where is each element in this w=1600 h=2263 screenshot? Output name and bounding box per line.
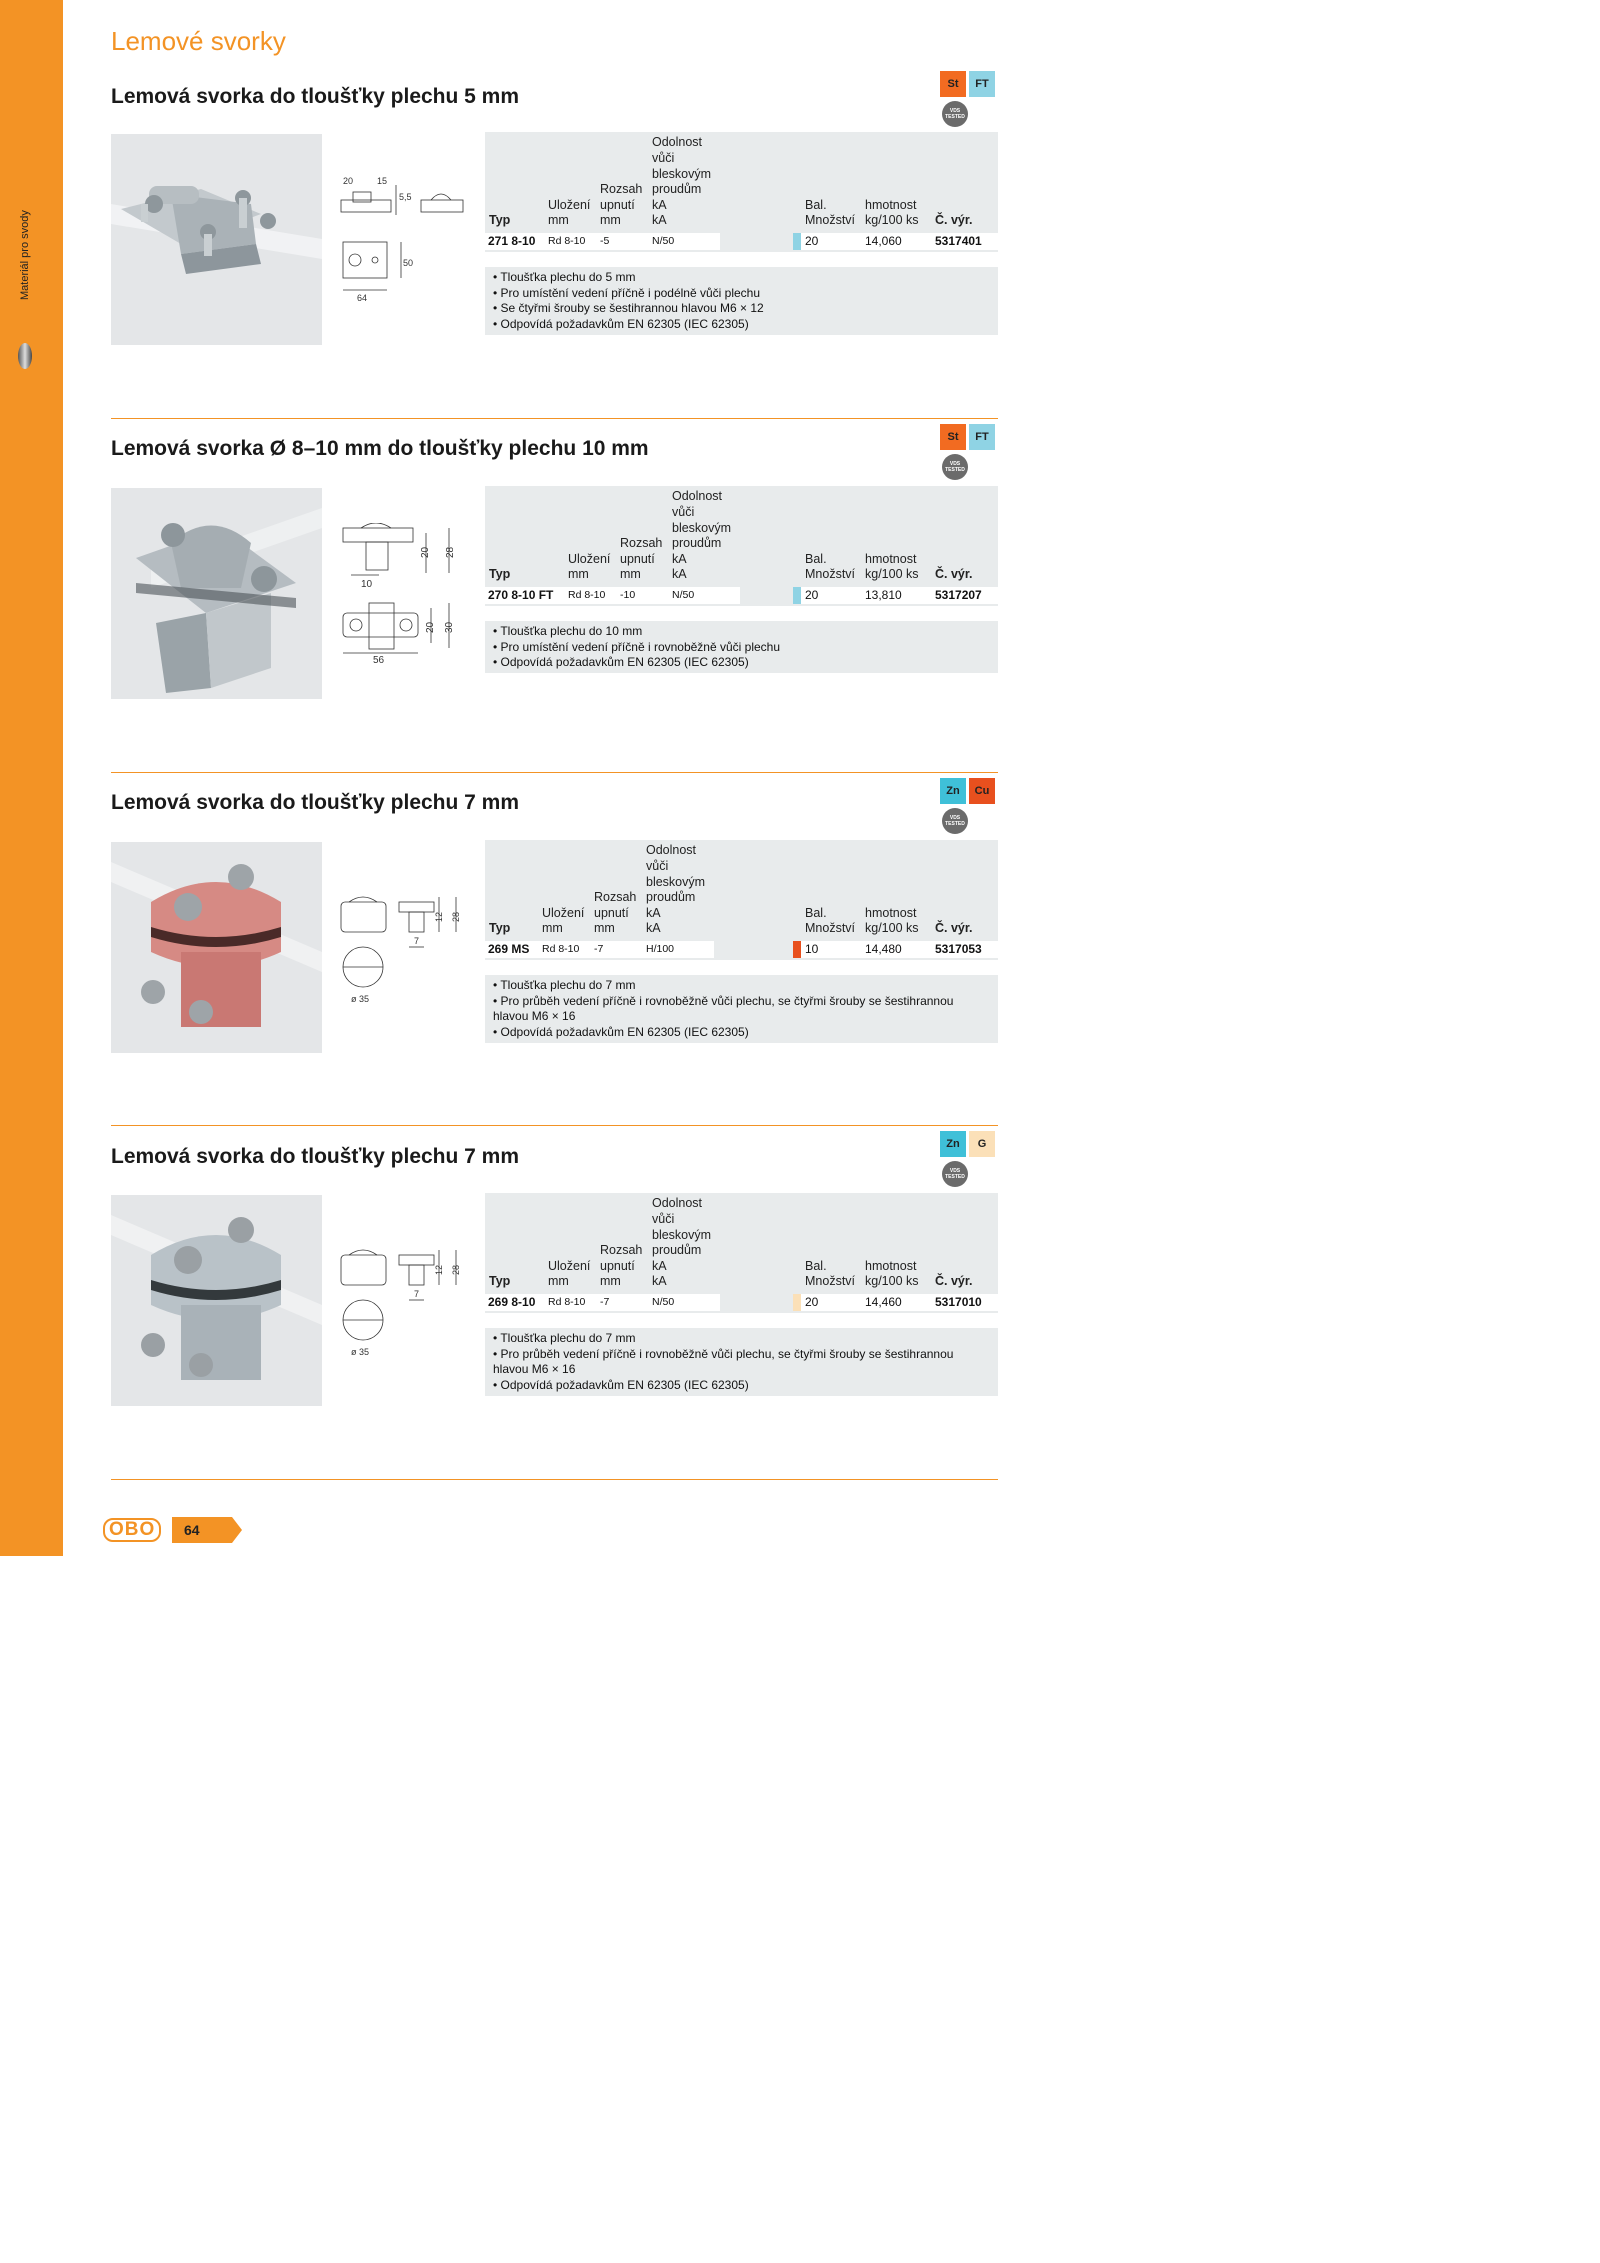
table-header: Typ Uložení mm Rozsah upnutí mm Odolnost vůči bleskovým proudům kA kA Bal. Množství hmotnost kg/100 ks Č. výr. — [489, 135, 973, 228]
table-header: Typ Uložení mm Rozsah upnutí mm Odolnost vůči bleskovým proudům kA kA Bal. Množství hmotnost kg/100 ks Č. výr. — [489, 843, 973, 936]
dim-label: ø 35 — [351, 994, 370, 1004]
color-swatch — [793, 1294, 801, 1311]
dim-label: 12 — [434, 1264, 444, 1275]
page-number-tab — [172, 1517, 242, 1543]
dim-label: 28 — [451, 911, 461, 922]
feature-list: • Tloušťka plechu do 5 mm • Pro umístění vedení příčně i podélně vůči plechu • Se čtyřmi šrouby se šestihrannou hlavou M6 × 12 • Odpovídá požadavkům EN 62305 (IEC 62305) — [485, 267, 998, 335]
dim-label: 20 — [420, 546, 431, 558]
vds-tested-icon: VDS TESTED — [942, 101, 968, 127]
product-photo — [111, 488, 322, 699]
vds-tested-icon: VDS TESTED — [942, 1161, 968, 1187]
material-badge: St — [940, 424, 966, 450]
dimension-drawing — [331, 170, 481, 310]
dim-label: 56 — [373, 655, 385, 663]
dim-label: 30 — [444, 621, 455, 633]
finish-badge: FT — [969, 424, 995, 450]
dim-label: 7 — [414, 1289, 420, 1299]
product-table — [485, 840, 998, 960]
dim-label: 28 — [451, 1264, 461, 1275]
table-row: 271 8-10 Rd 8-10 -5 N/50 20 14,060 5317401 — [485, 232, 998, 250]
section-divider — [111, 1125, 998, 1126]
dim-label: 20 — [343, 176, 354, 186]
section-divider — [111, 772, 998, 773]
dim-label: 50 — [403, 258, 414, 268]
product-photo — [111, 1195, 322, 1406]
table-row: 270 8-10 FT Rd 8-10 -10 N/50 20 13,810 5317207 — [485, 586, 998, 604]
product-section — [111, 65, 998, 418]
feature-list: • Tloušťka plechu do 10 mm • Pro umístění vedení příčně i rovnoběžně vůči plechu • Odpovídá požadavkům EN 62305 (IEC 62305) — [485, 621, 998, 673]
section-title: Lemová svorka do tloušťky plechu 7 mm — [111, 791, 520, 814]
vds-tested-icon: VDS TESTED — [942, 454, 968, 480]
color-swatch — [793, 587, 801, 604]
table-header: Typ Uložení mm Rozsah upnutí mm Odolnost vůči bleskovým proudům kA kA Bal. Množství hmotnost kg/100 ks Č. výr. — [489, 1196, 973, 1289]
vds-tested-icon: VDS TESTED — [942, 808, 968, 834]
section-title: Lemová svorka do tloušťky plechu 7 mm — [111, 1145, 520, 1168]
footer-divider — [111, 1479, 998, 1480]
product-table — [485, 132, 998, 252]
conductor-icon — [18, 343, 32, 369]
section-title: Lemová svorka Ø 8–10 mm do tloušťky plechu 10 mm — [111, 437, 649, 460]
section-title: Lemová svorka do tloušťky plechu 5 mm — [111, 85, 520, 108]
color-swatch — [793, 941, 801, 958]
finish-badge: FT — [969, 71, 995, 97]
dim-label: 28 — [445, 546, 456, 558]
color-swatch — [793, 233, 801, 250]
finish-badge: G — [969, 1131, 995, 1157]
page-number: 64 — [184, 1522, 200, 1538]
dimension-drawing — [331, 1230, 481, 1370]
dim-label: 7 — [414, 936, 420, 946]
product-table — [485, 1193, 998, 1313]
material-badge: Zn — [940, 778, 966, 804]
product-section — [111, 1125, 998, 1478]
product-section — [111, 772, 998, 1125]
sidebar — [0, 0, 63, 1556]
material-badge: Zn — [940, 1131, 966, 1157]
material-badge: St — [940, 71, 966, 97]
product-section — [111, 418, 998, 771]
finish-badge: Cu — [969, 778, 995, 804]
dim-label: 5,5 — [399, 192, 412, 202]
product-photo — [111, 842, 322, 1053]
feature-list: • Tloušťka plechu do 7 mm • Pro průběh vedení příčně i rovnoběžně vůči plechu, se čtyřmi šrouby se šestihrannou hlavou M6 × 16 • Odpovídá požadavkům EN 62305 (IEC 62305) — [485, 975, 998, 1043]
dimension-drawing — [331, 523, 481, 663]
page-title: Lemové svorky — [111, 26, 286, 56]
dim-label: 20 — [425, 621, 436, 633]
table-row: 269 MS Rd 8-10 -7 H/100 10 14,480 5317053 — [485, 940, 998, 958]
feature-list: • Tloušťka plechu do 7 mm • Pro průběh vedení příčně i rovnoběžně vůči plechu, se čtyřmi šrouby se šestihrannou hlavou M6 × 16 • Odpovídá požadavkům EN 62305 (IEC 62305) — [485, 1328, 998, 1396]
dim-label: ø 35 — [351, 1347, 370, 1357]
dim-label: 12 — [434, 911, 444, 922]
dim-label: 15 — [377, 176, 388, 186]
obo-logo: OBO — [103, 1518, 161, 1542]
sidebar-label: Materiál pro svody — [19, 210, 31, 300]
section-divider — [111, 418, 998, 419]
product-photo — [111, 134, 322, 345]
table-header: Typ Uložení mm Rozsah upnutí mm Odolnost vůči bleskovým proudům kA kA Bal. Množství hmotnost kg/100 ks Č. výr. — [489, 489, 973, 582]
table-row: 269 8-10 Rd 8-10 -7 N/50 20 14,460 5317010 — [485, 1293, 998, 1311]
dimension-drawing — [331, 877, 481, 1017]
product-table — [485, 486, 998, 606]
dim-label: 64 — [357, 293, 368, 303]
dim-label: 10 — [361, 579, 373, 590]
